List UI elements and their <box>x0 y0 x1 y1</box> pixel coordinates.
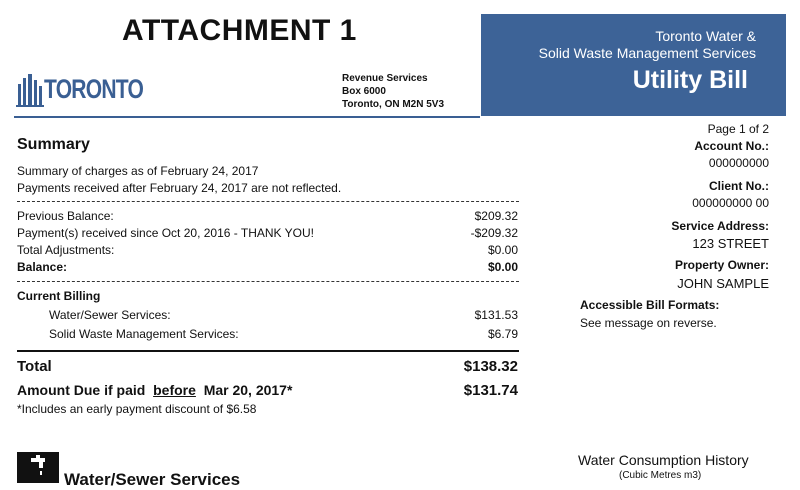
billing-label: Water/Sewer Services: <box>49 308 171 322</box>
summary-note: Payments received after February 24, 2017 are not reflected. <box>17 181 342 195</box>
billing-label: Solid Waste Management Services: <box>49 327 239 341</box>
account-label: Account No.: <box>694 139 769 153</box>
row-value: $0.00 <box>487 260 518 274</box>
property-owner-label: Property Owner: <box>674 258 769 272</box>
accessible-formats-label: Accessible Bill Formats: <box>580 298 720 312</box>
summary-as-of: Summary of charges as of February 24, 2017 <box>17 164 259 178</box>
row-label: Balance: <box>17 260 68 274</box>
due-before: before <box>153 382 196 398</box>
header-rule <box>14 116 480 118</box>
divider <box>17 281 519 282</box>
due-date: Mar 20, 2017* <box>203 382 293 398</box>
current-billing-heading: Current Billing <box>17 289 101 303</box>
consumption-history-title: Water Consumption History <box>578 452 749 468</box>
property-owner-value: JOHN SAMPLE <box>677 276 769 291</box>
client-value: 000000000 00 <box>692 196 769 210</box>
row-value: -$209.32 <box>470 226 518 240</box>
amount-due-value: $131.74 <box>463 382 518 399</box>
account-value: 000000000 <box>708 156 769 170</box>
row-label: Payment(s) received since Oct 20, 2016 - THANK YOU! <box>17 226 315 240</box>
logo-wordmark: TORONTO <box>44 74 144 104</box>
row-value: $209.32 <box>474 209 518 223</box>
total-label: Total <box>17 358 52 375</box>
revenue-line-3: Toronto, ON M2N 5V3 <box>342 99 445 110</box>
total-value: $138.32 <box>463 358 518 375</box>
discount-note: *Includes an early payment discount of $6.58 <box>17 402 257 416</box>
divider <box>17 201 519 202</box>
page-number: Page 1 of 2 <box>707 122 769 136</box>
accessible-formats-value: See message on reverse. <box>580 316 717 330</box>
consumption-history-units: (Cubic Metres m3) <box>619 470 702 481</box>
billing-value: $6.79 <box>487 327 518 341</box>
utility-bill-banner <box>481 14 786 116</box>
row-label: Total Adjustments: <box>17 243 115 257</box>
service-address-value: 123 STREET <box>692 236 769 251</box>
revenue-services-address <box>342 72 444 111</box>
billing-value: $131.53 <box>474 308 518 322</box>
due-prefix: Amount Due if paid <box>17 382 146 398</box>
revenue-line-2: Box 6000 <box>342 86 386 97</box>
client-label: Client No.: <box>709 179 769 193</box>
amount-due-label <box>17 382 292 398</box>
total-rule <box>17 350 519 352</box>
row-label: Previous Balance: <box>17 209 114 223</box>
service-address-label: Service Address: <box>671 219 769 233</box>
faucet-icon <box>17 452 59 483</box>
attachment-heading: ATTACHMENT 1 <box>122 14 357 47</box>
banner-line-2: Solid Waste Management Services <box>538 45 756 61</box>
banner-title: Utility Bill <box>632 66 748 94</box>
revenue-line-1: Revenue Services <box>342 73 428 84</box>
banner-line-1: Toronto Water & <box>655 28 756 44</box>
row-value: $0.00 <box>487 243 518 257</box>
water-sewer-section-title: Water/Sewer Services <box>64 470 241 489</box>
summary-title: Summary <box>17 136 90 153</box>
